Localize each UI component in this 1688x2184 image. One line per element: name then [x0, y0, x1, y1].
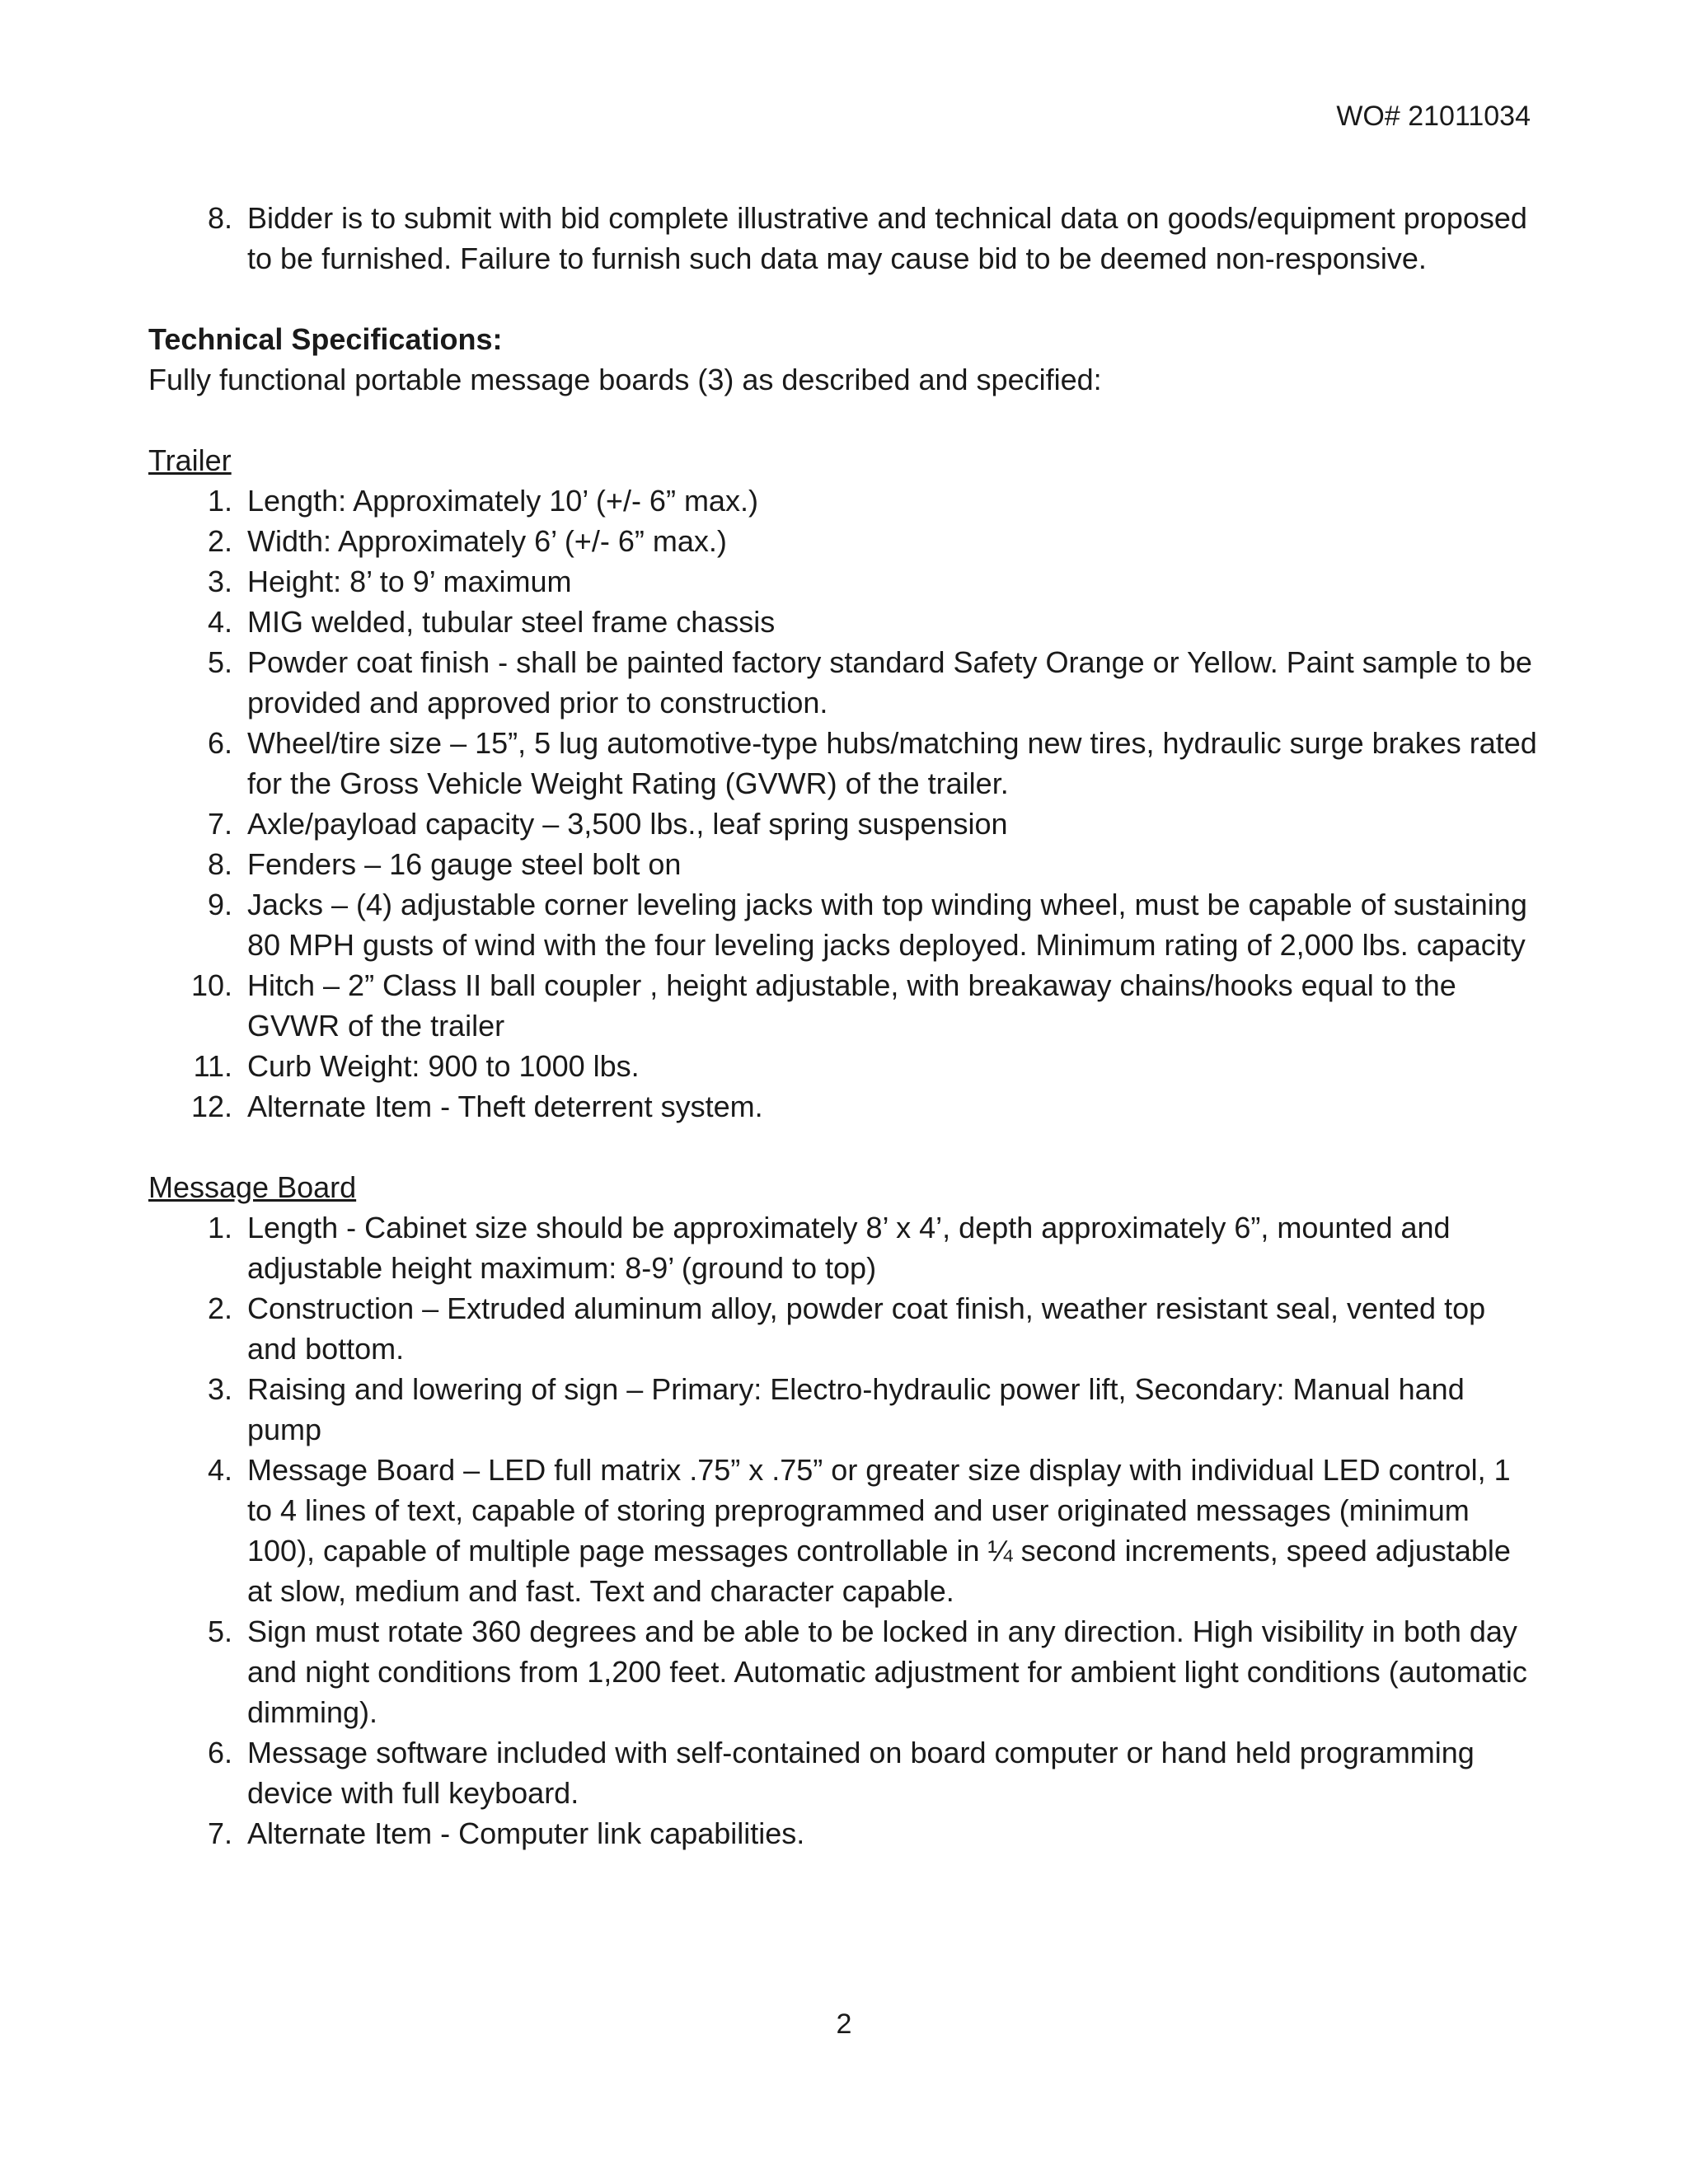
list-number: 8.: [207, 847, 232, 881]
list-text: Length: Approximately 10’ (+/- 6” max.): [247, 484, 758, 518]
list-number: 8.: [207, 201, 232, 235]
list-text: Sign must rotate 360 degrees and be able to be locked in any direction. High visibility in both day and night conditions from 1,200 feet. Automatic adjustment for ambient light conditions (automatic dimming).: [247, 1615, 1527, 1729]
list-item: [148, 1046, 1541, 1086]
list-number: 12.: [190, 1090, 232, 1123]
list-number: 5.: [207, 1615, 232, 1648]
list-number: 5.: [207, 645, 232, 679]
list-text: Alternate Item - Theft deterrent system.: [247, 1090, 763, 1123]
list-number: 11.: [193, 1049, 232, 1083]
list-item: [148, 1207, 1541, 1288]
list-number: 2.: [207, 1291, 232, 1325]
list-text: Curb Weight: 900 to 1000 lbs.: [247, 1049, 640, 1083]
tech-specs-heading: Technical Specifications:: [148, 322, 503, 356]
list-item: [148, 965, 1541, 1046]
trailer-list: [148, 480, 1541, 1127]
list-item: [148, 1813, 1541, 1854]
list-item: [148, 1732, 1541, 1813]
list-text: Alternate Item - Computer link capabilities.: [247, 1816, 805, 1850]
list-text: Fenders – 16 gauge steel bolt on: [247, 847, 682, 881]
intro-list-item: [148, 198, 1541, 279]
list-text: Width: Approximately 6’ (+/- 6” max.): [247, 524, 727, 558]
page-number: 2: [836, 2008, 852, 2040]
list-text: Raising and lowering of sign – Primary: Electro-hydraulic power lift, Secondary: Manual hand pump: [247, 1372, 1465, 1446]
list-text: Powder coat finish - shall be painted factory standard Safety Orange or Yellow. Paint sample to be provided and approved prior to construction.: [247, 645, 1532, 719]
list-item: [148, 723, 1541, 804]
list-number: 4.: [207, 605, 232, 639]
list-number: 2.: [207, 524, 232, 558]
list-text: Construction – Extruded aluminum alloy, powder coat finish, weather resistant seal, vented top and bottom.: [247, 1291, 1486, 1366]
message-board-section-title: Message Board: [148, 1170, 357, 1204]
list-item: [148, 480, 1541, 521]
list-text: Axle/payload capacity – 3,500 lbs., leaf spring suspension: [247, 807, 1008, 841]
list-item: [148, 521, 1541, 561]
list-item: [148, 844, 1541, 884]
list-item: [148, 1288, 1541, 1369]
list-text: Bidder is to submit with bid complete illustrative and technical data on goods/equipment proposed to be furnished. Failure to furnish such data may cause bid to be deemed non-responsive.: [247, 201, 1527, 275]
list-number: 6.: [207, 1736, 232, 1769]
list-number: 7.: [207, 1816, 232, 1850]
list-item: [148, 561, 1541, 602]
document-body: [148, 198, 1541, 1854]
list-item: [148, 1611, 1541, 1732]
list-text: Message Board – LED full matrix .75” x .75” or greater size display with individual LED control, 1 to 4 lines of text, capable of storing preprogrammed and user originated messages (minimum 100), capable of multiple page messages controllable in ¼ second increments, speed adjustable at slow, medium and fast. Text and character capable.: [247, 1453, 1511, 1608]
list-item: [148, 642, 1541, 723]
trailer-section-title: Trailer: [148, 443, 232, 477]
tech-specs-description: Fully functional portable message boards (3) as described and specified:: [148, 363, 1102, 396]
list-number: 1.: [207, 1211, 232, 1244]
list-item: [148, 602, 1541, 642]
list-number: 4.: [207, 1453, 232, 1487]
list-number: 7.: [207, 807, 232, 841]
list-text: Message software included with self-contained on board computer or hand held programming device with full keyboard.: [247, 1736, 1475, 1810]
list-text: Length - Cabinet size should be approximately 8’ x 4’, depth approximately 6”, mounted and adjustable height maximum: 8-9’ (ground to top): [247, 1211, 1451, 1285]
list-text: Height: 8’ to 9’ maximum: [247, 565, 572, 598]
message-board-list: [148, 1207, 1541, 1854]
list-text: MIG welded, tubular steel frame chassis: [247, 605, 776, 639]
list-item: [148, 1450, 1541, 1611]
list-number: 6.: [207, 726, 232, 760]
list-number: 9.: [207, 888, 232, 921]
list-item: [148, 884, 1541, 965]
work-order-number: WO# 21011034: [1336, 101, 1531, 132]
list-number: 3.: [207, 565, 232, 598]
list-item: [148, 804, 1541, 844]
list-number: 10.: [190, 968, 232, 1002]
list-text: Jacks – (4) adjustable corner leveling jacks with top winding wheel, must be capable of sustaining 80 MPH gusts of wind with the four leveling jacks deployed. Minimum rating of 2,000 lbs. capacity: [247, 888, 1527, 962]
list-number: 3.: [207, 1372, 232, 1406]
list-text: Wheel/tire size – 15”, 5 lug automotive-type hubs/matching new tires, hydraulic surge brakes rated for the Gross Vehicle Weight Rating (GVWR) of the trailer.: [247, 726, 1537, 800]
list-item: [148, 1086, 1541, 1127]
list-text: Hitch – 2” Class II ball coupler , height adjustable, with breakaway chains/hooks equal to the GVWR of the trailer: [247, 968, 1456, 1043]
list-item: [148, 1369, 1541, 1450]
list-number: 1.: [207, 484, 232, 518]
